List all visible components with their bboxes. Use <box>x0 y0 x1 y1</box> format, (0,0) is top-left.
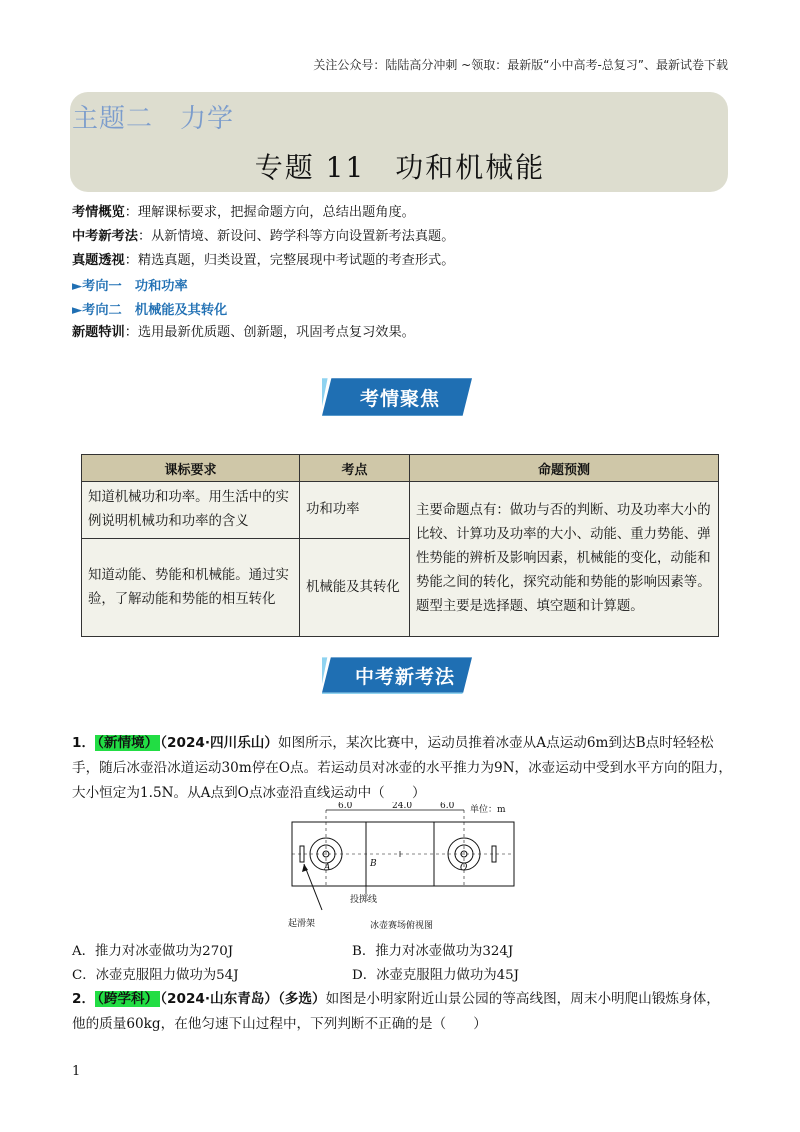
section-badge-new-methods <box>322 656 492 694</box>
cell-prediction <box>410 482 719 637</box>
header-note: 关注公众号：陆陆高分冲刺 ~领取：最新版“小中高考-总复习”、最新试卷下载 <box>313 58 728 72</box>
intro-label: 考情概览 <box>72 205 125 220</box>
intro-text: ：选用最新优质题、创新题，巩固考点复习效果。 <box>124 325 415 340</box>
intro-line-2 <box>72 226 454 248</box>
label-point-a: A <box>324 863 331 873</box>
cell-requirement: 知道动能、势能和机械能。通过实验，了解动能和势能的相互转化 <box>82 539 300 637</box>
badge-text: 中考新考法 <box>354 666 455 688</box>
label-point-b: B <box>370 859 377 869</box>
cell-point: 功和功率 <box>300 482 410 539</box>
section-badge-focus <box>322 378 482 416</box>
intro-label: 真题透视 <box>72 253 125 268</box>
intro-line-1 <box>72 202 415 224</box>
intro-line-4 <box>72 322 415 344</box>
question-stem: 如图所示，某次比赛中，运动员推着冰壶从A点运动6m到达B点时轻轻松手，随后冰壶沿冰道运动30m停在O点。若运动员对冰壶的水平推力为9N，冰壶运动中受到水平方向的阻力，大小恒定为1.5N。从A点到O点冰壶沿直线运动中（ ） <box>72 735 732 801</box>
link-topic-2[interactable]: ►考向二 机械能及其转化 <box>72 303 228 318</box>
question-stem: 如图是小明家附近山景公园的等高线图，周末小明爬山锻炼身体，他的质量60kg，在他匀速下山过程中，下列判断不正确的是（ ） <box>72 991 720 1032</box>
cell-point: 机械能及其转化 <box>300 539 410 637</box>
col-header-prediction: 命题预测 <box>410 455 719 482</box>
option-b[interactable]: B．推力对冰壶做功为324J <box>352 944 514 959</box>
question-1 <box>72 731 732 806</box>
option-d[interactable]: D．冰壶克服阻力做功为45J <box>352 968 520 983</box>
option-c[interactable]: C．冰壶克服阻力做功为54J <box>72 968 239 983</box>
link-topic-1[interactable]: ►考向一 功和功率 <box>72 279 188 294</box>
page-title: 专题 11 功和机械能 <box>254 151 546 184</box>
intro-label: 新题特训 <box>72 325 125 340</box>
col-header-point: 考点 <box>300 455 410 482</box>
intro-label: 中考新考法 <box>72 229 138 244</box>
badge-text: 考情聚焦 <box>359 388 440 410</box>
intro-text: ：从新情境、新设问、跨学科等方向设置新考法真题。 <box>137 229 455 244</box>
option-a[interactable]: A．推力对冰壶做功为270J <box>72 944 234 959</box>
question-tag: （新情境） <box>97 735 159 751</box>
intro-text: ：精选真题，归类设置，完整展现中考试题的考查形式。 <box>124 253 455 268</box>
cell-requirement: 知道机械功和功率。用生活中的实例说明机械功和功率的含义 <box>82 482 300 539</box>
dim-label-2: 24.0 <box>392 802 413 811</box>
prediction-text-2: 题型主要是选择题、填空题和计算题。 <box>416 599 644 614</box>
intro-text: ：理解课标要求，把握命题方向，总结出题角度。 <box>124 205 415 220</box>
prediction-text-1: 主要命题点有：做功与否的判断、功及功率大小的比较、计算功及功率的大小、动能、重力势能、弹性势能的辨析及影响因素，机械能的变化，动能和势能之间的转化，探究动能和势能的影响因素等。 <box>416 503 711 590</box>
question-source: （2024·四川乐山） <box>160 735 278 751</box>
question-number: 2． <box>72 991 96 1007</box>
unit-label: 单位：m <box>470 805 506 815</box>
question-tag: （跨学科） <box>97 991 159 1007</box>
intro-line-3 <box>72 250 454 272</box>
curling-figure <box>286 802 522 932</box>
col-header-requirement: 课标要求 <box>82 455 300 482</box>
page-number: 1 <box>72 1064 81 1079</box>
question-2 <box>72 987 732 1037</box>
figure-caption: 冰壶赛场俯视图 <box>370 921 434 931</box>
label-point-o: O <box>460 863 468 873</box>
theme-label: 主题二 力学 <box>72 104 235 134</box>
dim-label-3: 6.0 <box>440 802 455 811</box>
question-source: （2024·山东青岛）（多选） <box>160 991 326 1007</box>
dim-label-1: 6.0 <box>338 802 353 811</box>
label-throw-line: 投掷线 <box>350 895 378 905</box>
label-start-rack: 起滑架 <box>288 919 316 929</box>
question-number: 1． <box>72 735 96 751</box>
curriculum-table <box>81 454 719 637</box>
